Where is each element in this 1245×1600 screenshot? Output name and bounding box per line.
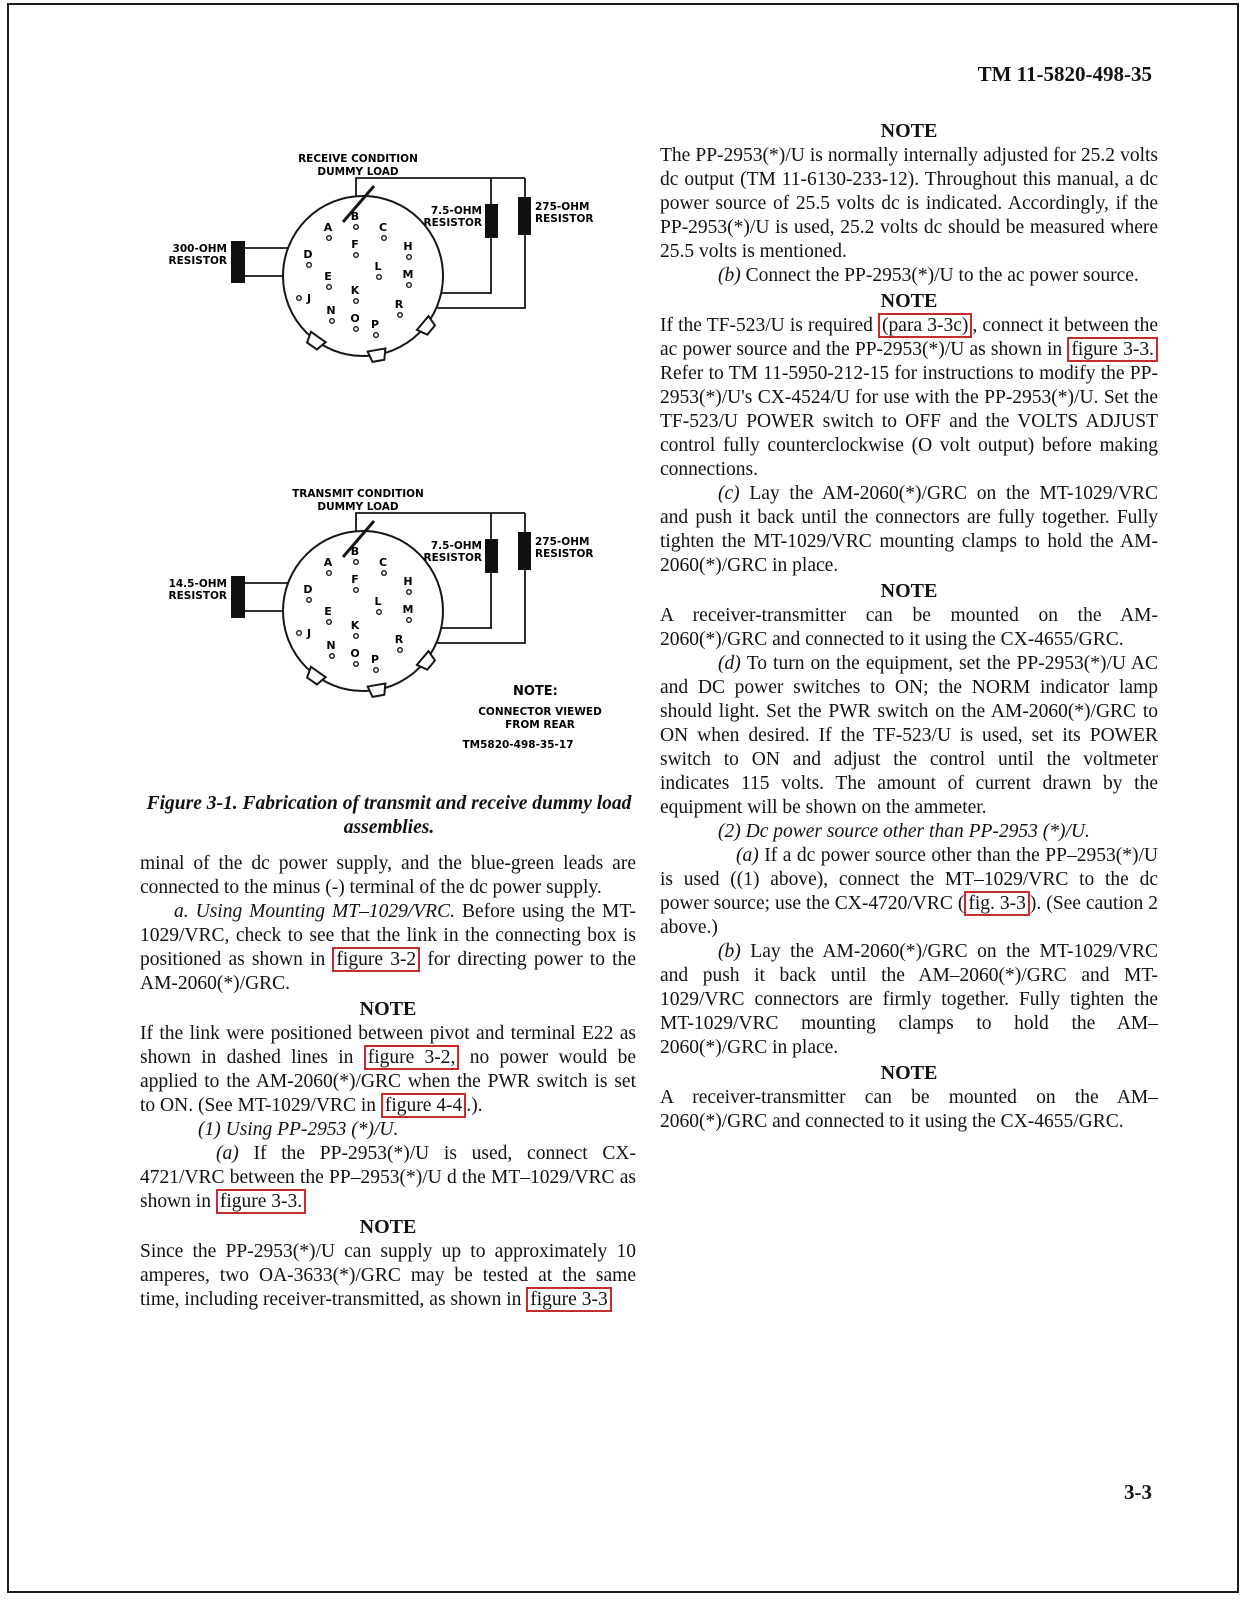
text-segment: (1) Using PP-2953 (*)/U. xyxy=(198,1119,399,1140)
paragraph-2a xyxy=(660,844,1158,940)
resistor-label: 300-OHM xyxy=(172,243,227,255)
resistor-275-ohm xyxy=(518,532,531,570)
text-segment: Lay the AM-2060(*)/GRC on the MT-1029/VRC and push it back until the connectors are fully together. Fully tighten the MT-1029/VRC mounting clamps to hold the AM-2060(*)/GRC in place. xyxy=(660,483,1158,576)
connector-shell xyxy=(283,531,443,691)
note-body-tf523 xyxy=(660,314,1158,482)
pin-label: K xyxy=(350,284,360,297)
resistor-label: 275-OHM xyxy=(535,536,590,548)
link-figure-3-2[interactable]: figure 3-2, xyxy=(364,1045,460,1070)
resistor-label: RESISTOR xyxy=(168,255,227,267)
note-heading: NOTE xyxy=(880,120,938,142)
page-number: 3-3 xyxy=(1124,1480,1152,1504)
text-segment: If the PP-2953(*)/U is used, connect CX-4721/VRC between the PP–2953(*)/U d the MT–1029/VRC as shown in xyxy=(140,1143,636,1212)
note-heading: NOTE xyxy=(880,1062,938,1084)
text-segment: no power would be applied to the AM-2060(*)/GRC when the PWR switch is set to ON. (See MT-1029/VRC in xyxy=(140,1047,636,1116)
pin-label: P xyxy=(370,653,380,666)
resistor-label: 7.5-OHM xyxy=(430,205,482,217)
resistor-label: RESISTOR xyxy=(168,590,227,602)
pin-label: H xyxy=(403,575,413,588)
text-segment: To turn on the equipment, set the PP-2953(*)/U AC and DC power switches to ON; the NORM indicator lamp should light. Set the PWR switch on the AM-2060(*)/GRC to ON when desired. If the TF-523/U is used, set its POWER switch to ON and adjust the control until the voltmeter indicates 115 volts. The amount of current drawn by the equipment will be shown on the ammeter. xyxy=(660,653,1158,818)
resistor-label: 14.5-OHM xyxy=(168,578,227,590)
transmit-diagram xyxy=(169,488,594,697)
text-segment: (c) xyxy=(718,483,750,504)
paragraph-d-turn-on xyxy=(660,652,1158,820)
resistor-300-ohm xyxy=(231,241,245,283)
pin-label: N xyxy=(326,639,336,652)
note-heading: NOTE xyxy=(880,290,938,312)
figure-plate-number: TM5820-498-35-17 xyxy=(462,739,574,751)
text-segment: (a) xyxy=(736,845,765,866)
link-figure-3-3[interactable]: figure 3-3 xyxy=(526,1287,611,1312)
note-body-supply-amperes xyxy=(140,1240,636,1312)
receive-diagram xyxy=(169,153,594,362)
text-segment: Connect the PP-2953(*)/U to the ac power source. xyxy=(745,265,1139,286)
paragraph-1-using-pp2953 xyxy=(140,1118,636,1142)
note-body-receiver-transmitter-1: A receiver-transmitter can be mounted on the AM-2060(*)/GRC and connected to it using the CX-4655/GRC. xyxy=(660,605,1158,650)
text-segment: ). (See caution 2 above.) xyxy=(660,893,1158,938)
receive-title-line2: DUMMY LOAD xyxy=(317,166,399,178)
resistor-7-5-ohm xyxy=(485,204,498,238)
text-segment: (a) xyxy=(216,1143,254,1164)
text-segment: (d) xyxy=(718,653,747,674)
pin-label: R xyxy=(394,633,404,646)
transmit-title-line1: TRANSMIT CONDITION xyxy=(292,488,424,500)
resistor-275-ohm xyxy=(518,197,531,235)
text-segment: a. Using Mounting MT–1029/VRC. xyxy=(174,901,455,922)
link-figure-4-4[interactable]: figure 4-4 xyxy=(381,1093,466,1118)
paragraph-2b xyxy=(660,940,1158,1060)
resistor-7-5-ohm xyxy=(485,539,498,573)
note-heading: NOTE xyxy=(359,998,417,1020)
pin-label: F xyxy=(351,573,359,586)
pin-label: R xyxy=(394,298,404,311)
pin-label: K xyxy=(350,619,360,632)
dummy-load-diagram-svg xyxy=(138,148,658,768)
transmit-title-line2: DUMMY LOAD xyxy=(317,501,399,513)
resistor-label: 275-OHM xyxy=(535,201,590,213)
resistor-14-5-ohm xyxy=(231,576,245,618)
figure-note-line2: FROM REAR xyxy=(505,719,575,731)
text-segment: .). xyxy=(466,1095,483,1116)
paragraph-a-using-mounting xyxy=(140,900,636,996)
pin-label: J xyxy=(306,627,312,640)
figure-note xyxy=(462,684,602,751)
link-fig-3-3[interactable]: fig. 3-3 xyxy=(964,891,1030,916)
paragraph-2-dc-power xyxy=(660,820,1158,844)
paragraph-continuation: minal of the dc power supply, and the blue-green leads are connected to the minus (-) terminal of the dc power supply. xyxy=(140,853,636,898)
text-segment: , connect it between the ac power source and the PP-2953(*)/U as shown in xyxy=(660,315,1158,360)
pin-label: M xyxy=(402,603,414,616)
text-segment: (b) xyxy=(718,265,746,286)
left-column xyxy=(140,852,636,1312)
figure-note-line1: CONNECTOR VIEWED xyxy=(478,706,602,718)
pin-label: E xyxy=(324,270,332,283)
figure-caption: Figure 3-1. Fabrication of transmit and receive dummy load assemblies. xyxy=(146,793,632,838)
text-segment: (2) Dc power source other than PP-2953 (*)/U. xyxy=(718,821,1090,842)
note-heading: NOTE xyxy=(880,580,938,602)
resistor-label: RESISTOR xyxy=(535,548,594,560)
pin-label: A xyxy=(323,556,333,569)
link-figure-3-3[interactable]: figure 3-3. xyxy=(216,1189,306,1214)
pin-label: C xyxy=(378,556,388,569)
text-segment: Lay the AM-2060(*)/GRC on the MT-1029/VRC and push it back until the AM–2060(*)/GRC and MT-1029/VRC connectors are firmly together. Fully tighten the MT-1029/VRC mounting clamps to hold the AM–2060(*)/GRC in place. xyxy=(660,941,1158,1058)
paragraph-1a xyxy=(140,1142,636,1214)
receive-title-line1: RECEIVE CONDITION xyxy=(298,153,418,165)
pin-label: H xyxy=(403,240,413,253)
paragraph-c-lay xyxy=(660,482,1158,578)
text-segment: (b) xyxy=(718,941,751,962)
wires xyxy=(245,178,525,308)
pin-label: L xyxy=(374,595,382,608)
resistor-label: RESISTOR xyxy=(423,552,482,564)
pin-label: D xyxy=(303,583,313,596)
text-segment: Since the PP-2953(*)/U can supply up to approximately 10 amperes, two OA-3633(*)/GRC may be tested at the same time, including receiver-transmitted, as shown in xyxy=(140,1241,636,1310)
pin-label: A xyxy=(323,221,333,234)
page-header-tm-number: TM 11-5820-498-35 xyxy=(977,62,1152,86)
pin-label: E xyxy=(324,605,332,618)
pin-label: L xyxy=(374,260,382,273)
right-column xyxy=(660,118,1158,1134)
figure-3-1 xyxy=(138,148,658,768)
note-body-voltage-adjust: The PP-2953(*)/U is normally internally adjusted for 25.2 volts dc output (TM 11-6130-233-12). Throughout this manual, a dc power source of 25.5 volts dc is indicated. Accordingly, if the PP-2953(*)/U is used, 25.2 volts dc should be measured where 25.5 volts is mentioned. xyxy=(660,145,1158,262)
pin-label: M xyxy=(402,268,414,281)
figure-note-label: NOTE: xyxy=(513,684,558,699)
pin-label: N xyxy=(326,304,336,317)
pin-label: D xyxy=(303,248,313,261)
resistor-label: RESISTOR xyxy=(423,217,482,229)
pin-label: C xyxy=(378,221,388,234)
pin-label: B xyxy=(350,545,360,558)
resistor-label: 7.5-OHM xyxy=(430,540,482,552)
wires xyxy=(245,513,525,643)
pin-label: B xyxy=(350,210,360,223)
pin-label: P xyxy=(370,318,380,331)
connector-shell xyxy=(283,196,443,356)
pin-label: J xyxy=(306,292,312,305)
text-segment: If the link were positioned between pivot and terminal E22 as shown in dashed lines in xyxy=(140,1023,636,1068)
text-segment: Refer to TM 11-5950-212-15 for instructions to modify the PP-2953(*)/U's CX-4524/U for use with the PP-2953(*)/U. Set the TF-523/U POWER switch to OFF and the VOLTS ADJUST control fully counterclockwise (O volt output) before making connections. xyxy=(660,363,1158,480)
text-segment: for directing power to the AM-2060(*)/GRC. xyxy=(140,949,636,994)
resistor-label: RESISTOR xyxy=(535,213,594,225)
pin-label: F xyxy=(351,238,359,251)
link-figure-3-2[interactable]: figure 3-2 xyxy=(332,947,420,972)
link-figure-3-3[interactable]: figure 3-3. xyxy=(1067,337,1158,362)
pin-label: O xyxy=(350,312,360,325)
note-body-link-position xyxy=(140,1022,636,1118)
paragraph-b-connect xyxy=(660,264,1158,288)
text-segment: If a dc power source other than the PP–2953(*)/U is used ((1) above), connect the MT–1029/VRC to the dc power source; use the CX-4720/VRC ( xyxy=(660,845,1158,914)
text-segment: Before using the MT-1029/VRC, check to see that the link in the connecting box is positioned as shown in xyxy=(140,901,636,970)
note-heading: NOTE xyxy=(359,1216,417,1238)
link-para-3-3c[interactable]: (para 3-3c) xyxy=(878,313,972,338)
text-segment: If the TF-523/U is required xyxy=(660,315,879,336)
note-body-receiver-transmitter-2: A receiver-transmitter can be mounted on the AM–2060(*)/GRC and connected to it using the CX-4655/GRC. xyxy=(660,1087,1158,1132)
pin-label: O xyxy=(350,647,360,660)
